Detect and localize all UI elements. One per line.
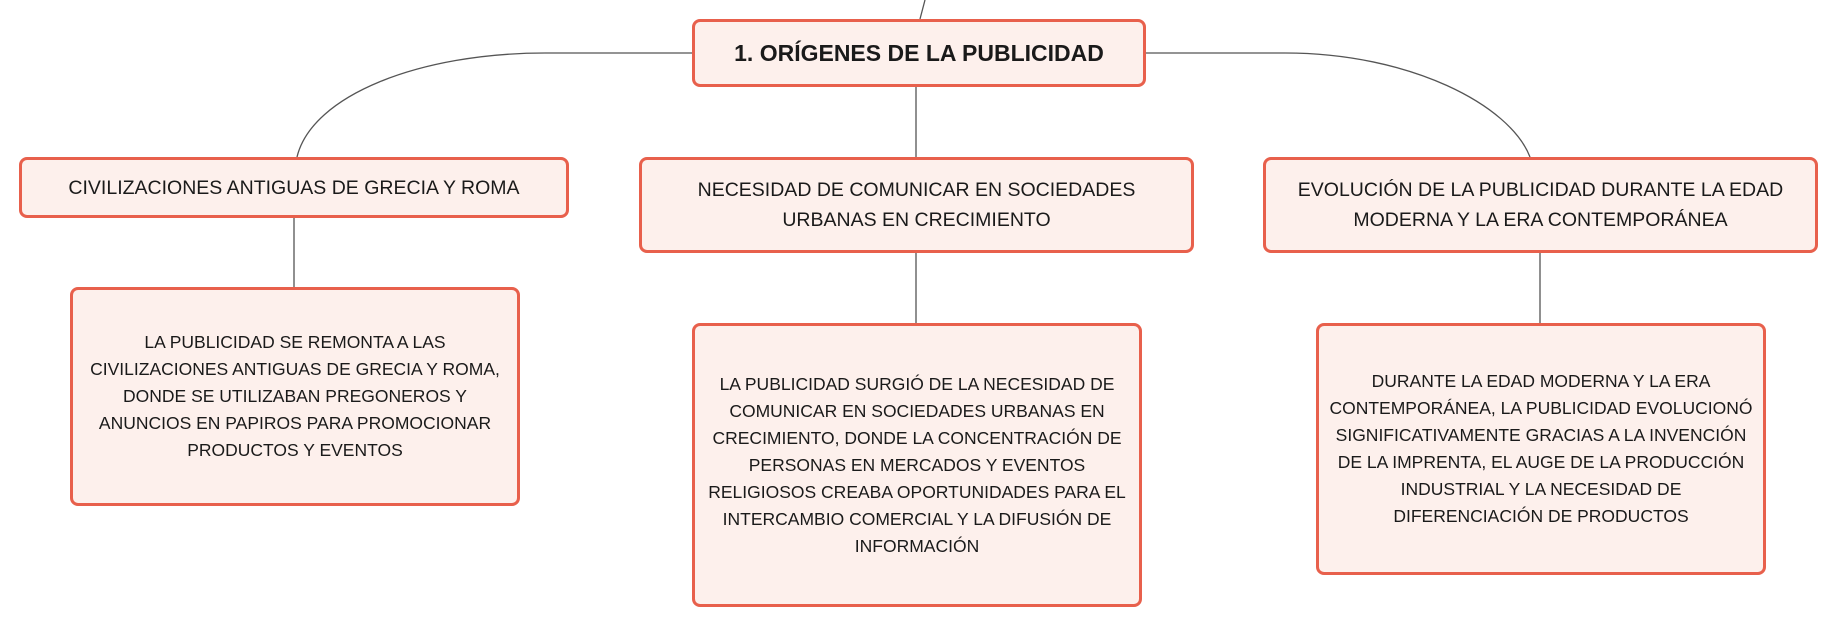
connector-root-topic-1 (297, 53, 692, 157)
topic-node-label: CIVILIZACIONES ANTIGUAS DE GRECIA Y ROMA (68, 176, 520, 199)
connector-root-topic-3 (1146, 53, 1530, 157)
detail-node-text: LA PUBLICIDAD SURGIÓ DE LA NECESIDAD DE COMUNICAR EN SOCIEDADES URBANAS EN CRECIMIENTO, DONDE LA CONCENTRACIÓN DE PERSONAS EN MERCADOS Y EVENTOS RELIGIOSOS CREABA OPORTUNIDADES PARA EL INTERCAMBIO COMERCIAL Y LA DIFUSIÓN DE INFORMACIÓN (708, 373, 1126, 556)
connector-parent-root (920, 0, 925, 19)
detail-node-grecia-roma[interactable] (70, 287, 520, 506)
detail-node-sociedades-urbanas[interactable] (692, 323, 1142, 607)
topic-node-sociedades-urbanas[interactable] (639, 157, 1194, 253)
topic-node-label: EVOLUCIÓN DE LA PUBLICIDAD DURANTE LA EDAD MODERNA Y LA ERA CONTEMPORÁNEA (1297, 179, 1784, 231)
root-node[interactable] (692, 19, 1146, 87)
topic-node-grecia-roma[interactable] (19, 157, 569, 218)
detail-node-text: DURANTE LA EDAD MODERNA Y LA ERA CONTEMPORÁNEA, LA PUBLICIDAD EVOLUCIONÓ SIGNIFICATIVAMENTE GRACIAS A LA INVENCIÓN DE LA IMPRENTA, EL AUGE DE LA PRODUCCIÓN INDUSTRIAL Y LA NECESIDAD DE DIFERENCIACIÓN DE PRODUCTOS (1329, 371, 1753, 526)
root-node-label: 1. ORÍGENES DE LA PUBLICIDAD (734, 39, 1104, 66)
detail-node-evolucion[interactable] (1316, 323, 1766, 575)
detail-node-text: LA PUBLICIDAD SE REMONTA A LAS CIVILIZACIONES ANTIGUAS DE GRECIA Y ROMA, DONDE SE UTILIZABAN PREGONEROS Y ANUNCIOS EN PAPIROS PARA PROMOCIONAR PRODUCTOS Y EVENTOS (90, 332, 500, 460)
topic-node-label: NECESIDAD DE COMUNICAR EN SOCIEDADES URBANAS EN CRECIMIENTO (697, 179, 1136, 231)
topic-node-evolucion[interactable] (1263, 157, 1818, 253)
